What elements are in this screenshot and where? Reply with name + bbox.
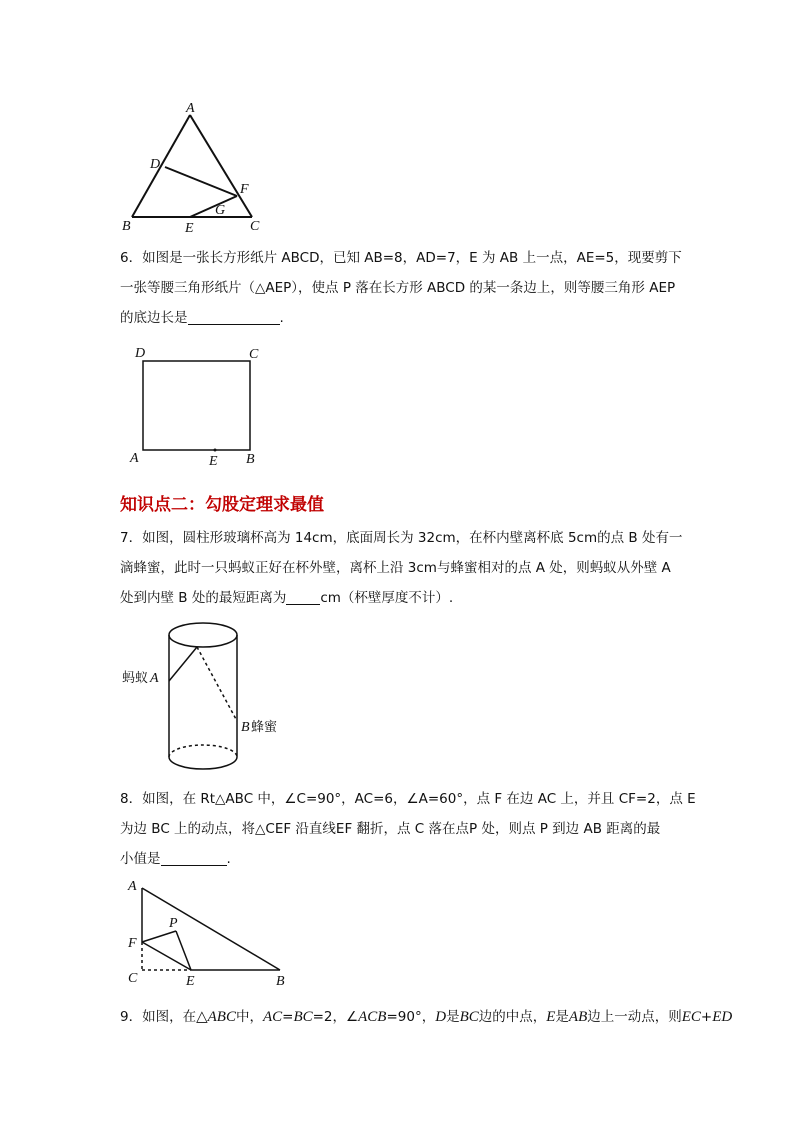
- q9-text: 边的中点，: [478, 1009, 547, 1025]
- segment-df: [165, 167, 237, 196]
- question-9: [120, 1002, 733, 1032]
- cylinder-top: [169, 623, 237, 647]
- question-6: [120, 243, 680, 333]
- side-ac: [190, 115, 252, 217]
- segment-fe: [142, 942, 191, 970]
- q6-line-2: 一张等腰三角形纸片（△AEP），使点 P 落在长方形 ABCD 的某一条边上，则等腰三角形 AEP: [120, 280, 676, 296]
- label-b: B: [276, 974, 285, 989]
- q9-math: D: [435, 1009, 447, 1025]
- label-honey: 蜂蜜: [251, 720, 278, 735]
- q9-line-1: [120, 1002, 733, 1032]
- q9-math: AB: [568, 1009, 588, 1025]
- label-d: D: [150, 157, 161, 172]
- q9-text: 是: [446, 1009, 460, 1025]
- label-c: C: [249, 347, 259, 362]
- q7-line-3: [120, 583, 680, 613]
- label-f: F: [240, 182, 249, 197]
- q7-line-3-text: 处到内壁 B 处的最短距离为: [120, 590, 287, 606]
- fold-figure: [120, 875, 290, 995]
- rectangle-figure: [125, 340, 275, 470]
- label-c: C: [128, 971, 138, 986]
- label-e: E: [186, 974, 195, 989]
- cylinder-bottom-back: [169, 745, 237, 757]
- segment-ef: [190, 196, 237, 217]
- label-a: A: [130, 451, 139, 466]
- q9-text: =90°，: [386, 1009, 436, 1025]
- label-b: B: [246, 452, 255, 467]
- segment-fp: [142, 931, 176, 942]
- q9-math: △ABC: [196, 1009, 236, 1025]
- q9-math: E: [546, 1009, 556, 1025]
- hypotenuse-ab: [142, 888, 280, 970]
- q8-line-3: [120, 844, 680, 874]
- q7-line-2: 滴蜂蜜，此时一只蚂蚁正好在杯外壁，离杯上沿 3cm与蜂蜜相对的点 A 处，则蚂蚁从外壁 A: [120, 560, 671, 576]
- cylinder-bottom-front: [169, 757, 237, 769]
- q9-number: 9．: [120, 1009, 143, 1025]
- q9-text: 中，: [235, 1009, 263, 1025]
- q9-math: AC: [262, 1009, 283, 1025]
- triangle-figure: [110, 95, 280, 240]
- ant-path-outer: [169, 647, 197, 681]
- side-ab: [132, 115, 190, 217]
- cylinder-figure: [110, 615, 310, 780]
- label-a: A: [150, 671, 159, 686]
- q8-line-2: 为边 BC 上的动点，将△CEF 沿直线EF 翻折，点 C 落在点P 处，则点 P 到边 AB 距离的最: [120, 821, 661, 837]
- point-e: [214, 449, 217, 452]
- label-a: A: [128, 879, 137, 894]
- q9-math: ACB: [358, 1009, 387, 1025]
- q9-text: 如图，在: [142, 1009, 197, 1025]
- q9-text: =2，∠: [312, 1009, 359, 1025]
- question-7: [120, 523, 683, 613]
- label-a: A: [186, 101, 195, 116]
- label-ant: 蚂蚁: [122, 671, 149, 686]
- q8-line-3-text: 小值是: [120, 851, 161, 867]
- q9-text: 是: [555, 1009, 569, 1025]
- q8-line-1: 8．如图，在 Rt△ABC 中，∠C=90°，AC=6，∠A=60°，点 F 在边 AC 上，并且 CF=2，点 E: [120, 791, 696, 807]
- q9-math: BC: [293, 1009, 313, 1025]
- q9-math: ED: [712, 1009, 733, 1025]
- q6-line-1: 6．如图是一张长方形纸片 ABCD，已知 AB=8，AD=7，E 为 AB 上一点，AE=5，现要剪下: [120, 250, 682, 266]
- label-g: G: [215, 203, 226, 218]
- answer-blank-6[interactable]: [188, 308, 280, 325]
- rectangle-abcd: [143, 361, 250, 450]
- q6-line-3-end: .: [279, 310, 284, 326]
- label-d: D: [135, 346, 146, 361]
- answer-blank-7[interactable]: [286, 588, 320, 605]
- segment-pe: [176, 931, 191, 970]
- label-e: E: [185, 221, 194, 236]
- q8-line-3-end: .: [226, 851, 231, 867]
- label-p: P: [169, 916, 178, 931]
- answer-blank-8[interactable]: [161, 849, 227, 866]
- q6-line-3: [120, 303, 680, 333]
- question-8: [120, 784, 696, 874]
- q9-text: +: [700, 1009, 713, 1025]
- q9-math: BC: [459, 1009, 479, 1025]
- section-heading: 知识点二：勾股定理求最值: [120, 495, 324, 515]
- ant-path-inner: [197, 647, 237, 721]
- label-f: F: [128, 936, 137, 951]
- q7-line-1: 7．如图，圆柱形玻璃杯高为 14cm，底面周长为 32cm，在杯内壁离杯底 5cm的点 B 处有一: [120, 530, 683, 546]
- label-c: C: [250, 219, 260, 234]
- q9-math: EC: [681, 1009, 701, 1025]
- q7-line-3-end: cm（杯壁厚度不计）.: [320, 590, 454, 606]
- label-b: B: [241, 720, 250, 735]
- q6-line-3-text: 的底边长是: [120, 310, 188, 326]
- q9-text: =: [282, 1009, 294, 1025]
- label-e: E: [209, 454, 218, 469]
- label-b: B: [122, 219, 131, 234]
- q9-text: 边上一动点，则: [587, 1009, 682, 1025]
